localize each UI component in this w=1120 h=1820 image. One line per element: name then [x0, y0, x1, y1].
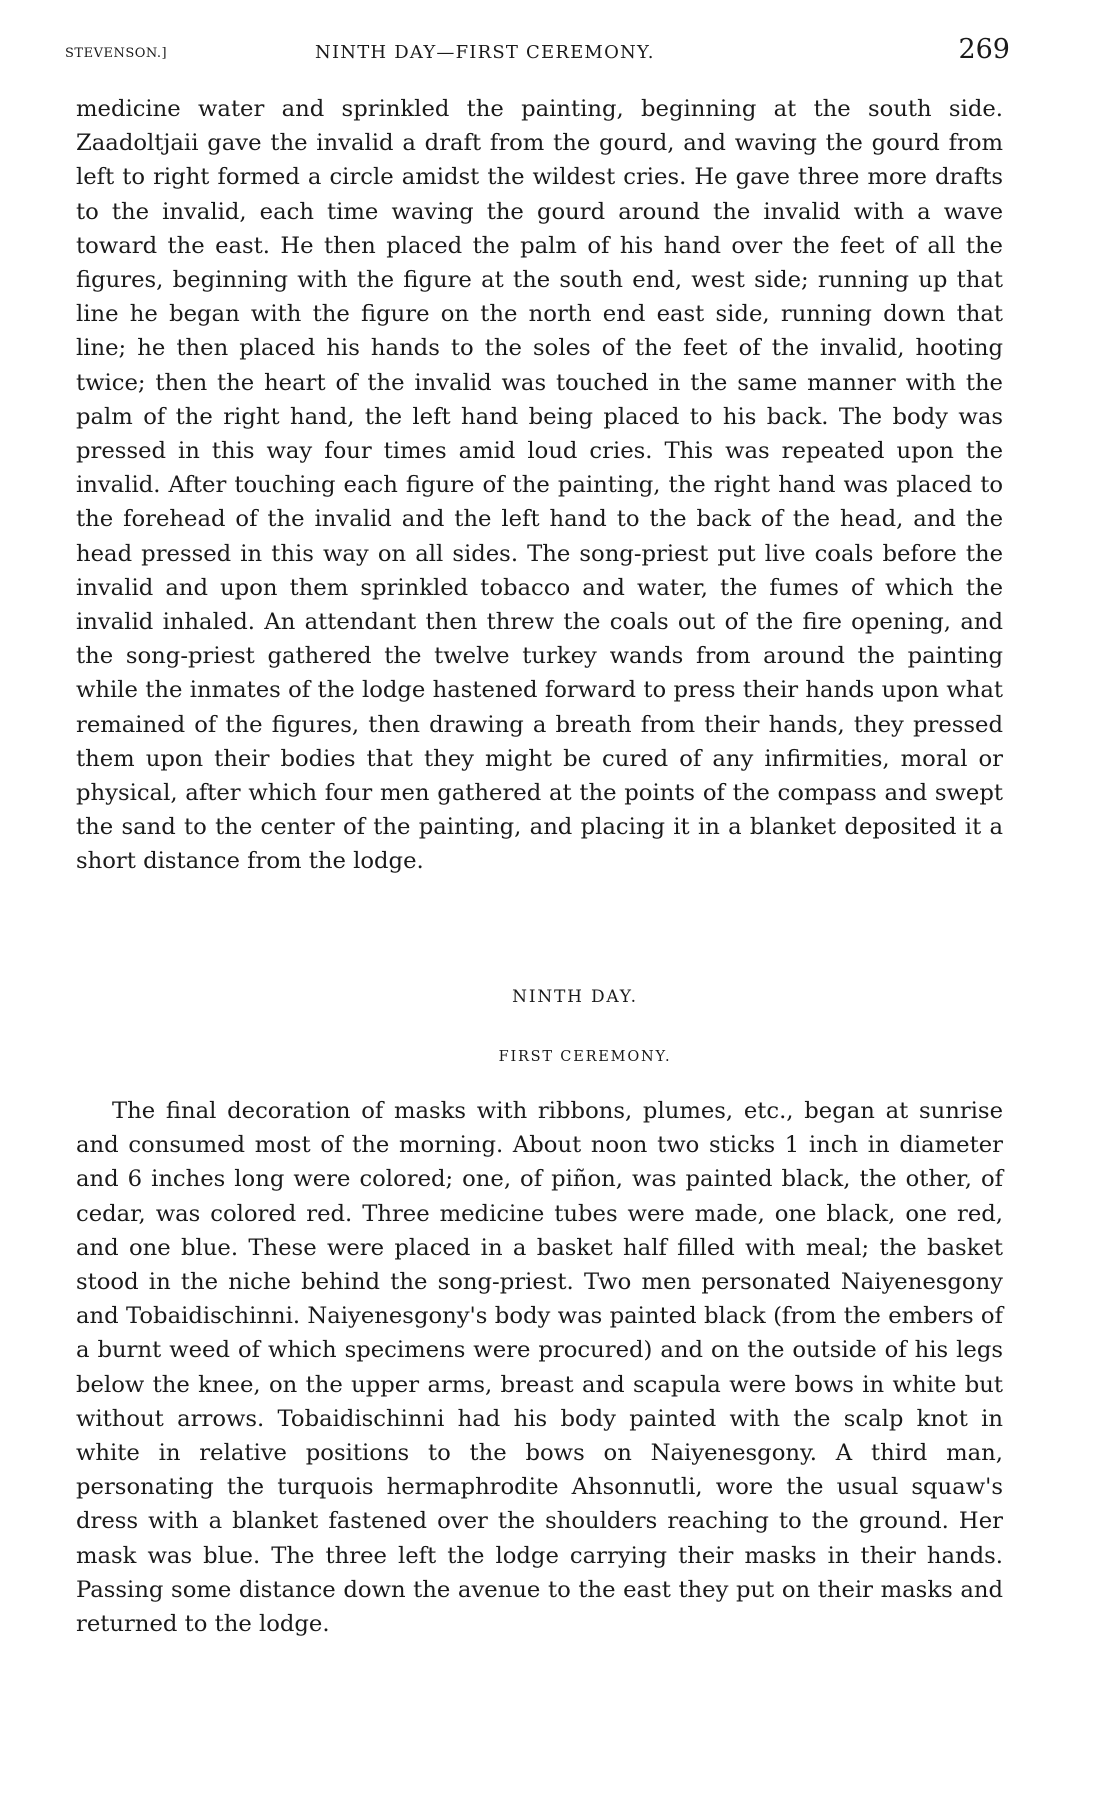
section-subheading: FIRST CEREMONY.: [498, 1049, 672, 1065]
running-head-title: NINTH DAY—FIRST CEREMONY.: [315, 42, 655, 63]
section-heading: NINTH DAY.: [512, 987, 638, 1007]
running-head: [65, 34, 1010, 74]
paragraph-continued: medicine water and sprinkled the painting, beginning at the south side. Zaadoltjaii gave the invalid a draft from the gourd, and waving the gourd from left to right formed a circle amidst the wildest cries. He gave three more drafts to the invalid, each time waving the gourd around the invalid with a wave toward the east. He then placed the palm of his hand over the feet of all the figures, beginning with the figure at the south end, west side; running up that line he began with the figure on the north end east side, running down that line; he then placed his hands to the soles of the feet of the invalid, hooting twice; then the heart of the invalid was touched in the same manner with the palm of the right hand, the left hand being placed to his back. The body was pressed in this way four times amid loud cries. This was repeated upon the invalid. After touching each figure of the painting, the right hand was placed to the forehead of the invalid and the left hand to the back of the head, and the head pressed in this way on all sides. The song-priest put live coals before the invalid and upon them sprinkled tobacco and water, the fumes of which the invalid inhaled. An attendant then threw the coals out of the fire opening, and the song-priest gathered the twelve turkey wands from around the painting while the inmates of the lodge hastened forward to press their hands upon what remained of the figures, then drawing a breath from their hands, they pressed them upon their bodies that they might be cured of any infirmities, moral or physical, after which four men gathered at the points of the compass and swept the sand to the center of the painting, and placing it in a blanket deposited it a short distance from the lodge.: [76, 96, 1003, 875]
running-head-author: STEVENSON.]: [65, 46, 168, 61]
paragraph-first-ceremony: The final decoration of masks with ribbons, plumes, etc., began at sunrise and consumed most of the morning. About noon two sticks 1 inch in diameter and 6 inches long were colored; one, of piñon, was painted black, the other, of cedar, was colored red. Three medicine tubes were made, one black, one red, and one blue. These were placed in a basket half filled with meal; the basket stood in the niche behind the song-priest. Two men personated Naiyenesgony and Tobaidischinni. Naiyenesgony's body was painted black (from the embers of a burnt weed of which specimens were procured) and on the outside of his legs below the knee, on the upper arms, breast and scapula were bows in white but without arrows. Tobaidischinni had his body painted with the scalp knot in white in relative positions to the bows on Naiyenesgony. A third man, personating the turquois hermaphrodite Ahsonnutli, wore the usual squaw's dress with a blanket fastened over the shoulders reaching to the ground. Her mask was blue. The three left the lodge carrying their masks in their hands. Passing some distance down the avenue to the east they put on their masks and returned to the lodge.: [76, 1098, 1003, 1638]
page-number: 269: [958, 34, 1010, 65]
